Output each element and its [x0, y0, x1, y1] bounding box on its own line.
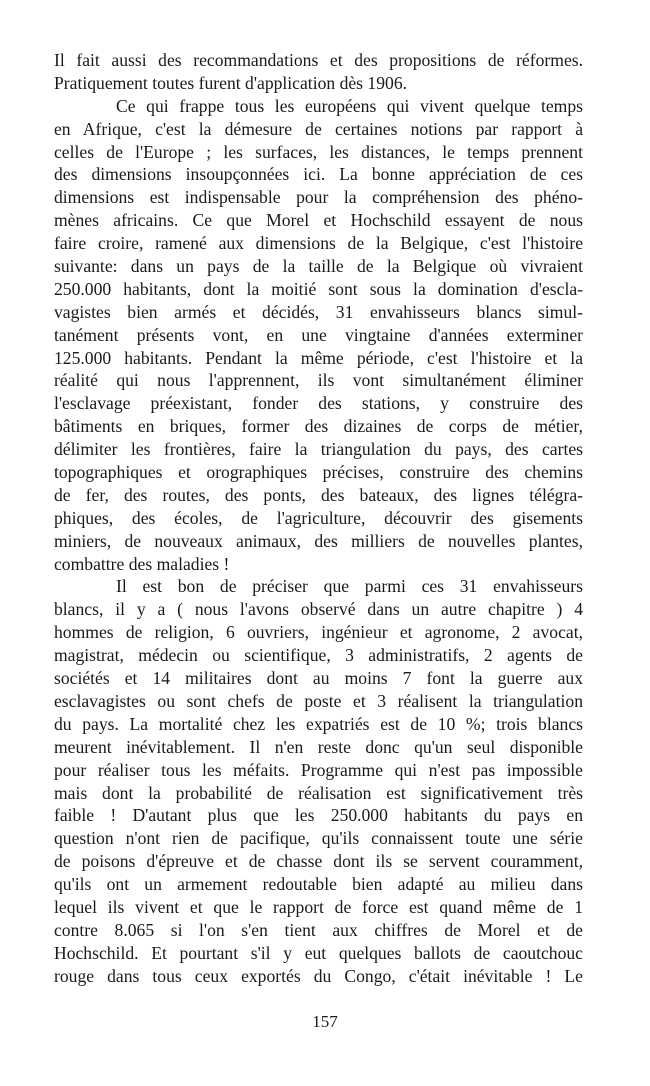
text-line: en Afrique, c'est la démesure de certaines notions par rapport à — [54, 118, 583, 139]
text-line: pour réaliser tous les méfaits. Programme qui n'est pas impossible — [54, 759, 583, 780]
text-line: des dimensions insoupçonnées ici. La bonne appréciation de ces — [54, 164, 583, 185]
text-line: mènes africains. Ce que Morel et Hochschild essayent de nous — [54, 210, 583, 231]
text-line: mais dont la probabilité de réalisation est significativement très — [54, 782, 583, 803]
text-line: combattre des maladies ! — [54, 553, 230, 574]
text-line: délimiter les frontières, faire la triangulation du pays, des cartes — [54, 439, 583, 460]
text-line: meurent inévitablement. Il n'en reste donc qu'un seul disponible — [54, 736, 583, 757]
text-line: celles de l'Europe ; les surfaces, les distances, le temps prennent — [54, 141, 583, 162]
text-line: de poisons d'épreuve et de chasse dont ils se servent couramment, — [54, 851, 583, 872]
text-line: lequel ils vivent et que le rapport de force est quand même de 1 — [54, 896, 583, 917]
page-number: 157 — [312, 1012, 338, 1031]
text-line: bâtiments en briques, former des dizaines de corps de métier, — [54, 416, 583, 437]
text-line: faire croire, ramené aux dimensions de la Belgique, c'est l'histoire — [54, 233, 583, 254]
text-line: contre 8.065 si l'on s'en tient aux chiffres de Morel et de — [54, 919, 583, 940]
text-line: l'esclavage préexistant, fonder des stations, y construire des — [54, 393, 583, 414]
text-line: topographiques et orographiques précises, construire des chemins — [54, 462, 583, 483]
text-line: blancs, il y a ( nous l'avons observé dans un autre chapitre ) 4 — [54, 599, 583, 620]
text-line: de fer, des routes, des ponts, des bateaux, des lignes télégra- — [54, 484, 583, 505]
body-text — [54, 49, 583, 988]
text-line: dimensions est indispensable pour la compréhension des phéno- — [54, 187, 583, 208]
text-line: question n'ont rien de pacifique, qu'ils connaissent toute une série — [54, 828, 583, 849]
text-line: miniers, de nouveaux animaux, des milliers de nouvelles plantes, — [54, 530, 583, 551]
text-line: esclavagistes ou sont chefs de poste et 3 réalisent la triangulation — [54, 690, 583, 711]
text-line: phiques, des écoles, de l'agriculture, découvrir des gisements — [54, 507, 583, 528]
text-line: qu'ils ont un armement redoutable bien adapté au milieu dans — [54, 874, 583, 895]
text-line: réalité qui nous l'apprennent, ils vont simultanément éliminer — [54, 370, 583, 391]
text-line: 250.000 habitants, dont la moitié sont sous la domination d'escla- — [54, 278, 583, 299]
text-line: tanément présents vont, en une vingtaine d'années exterminer — [54, 324, 583, 345]
text-line: Il fait aussi des recommandations et des propositions de réformes. — [54, 50, 583, 70]
text-line: du pays. La mortalité chez les expatriés est de 10 %; trois blancs — [54, 713, 583, 734]
text-line: Pratiquement toutes furent d'application dès 1906. — [54, 72, 408, 93]
text-line: hommes de religion, 6 ouvriers, ingénieur et agronome, 2 avocat, — [54, 622, 583, 643]
text-line: Ce qui frappe tous les européens qui vivent quelque temps — [116, 95, 583, 116]
text-line: Il est bon de préciser que parmi ces 31 envahisseurs — [116, 576, 583, 597]
text-line: 125.000 habitants. Pendant la même période, c'est l'histoire et la — [54, 347, 583, 368]
text-line: Hochschild. Et pourtant s'il y eut quelques ballots de caoutchouc — [54, 942, 583, 963]
text-line: faible ! D'autant plus que les 250.000 habitants du pays en — [54, 805, 583, 826]
text-line: magistrat, médecin ou scientifique, 3 administratifs, 2 agents de — [54, 645, 583, 666]
text-line: sociétés et 14 militaires dont au moins 7 font la guerre aux — [54, 668, 583, 689]
text-line: vagistes bien armés et décidés, 31 envahisseurs blancs simul- — [54, 301, 583, 322]
text-line: rouge dans tous ceux exportés du Congo, c'était inévitable ! Le — [54, 965, 583, 986]
text-line: suivante: dans un pays de la taille de la Belgique où vivraient — [54, 256, 583, 277]
